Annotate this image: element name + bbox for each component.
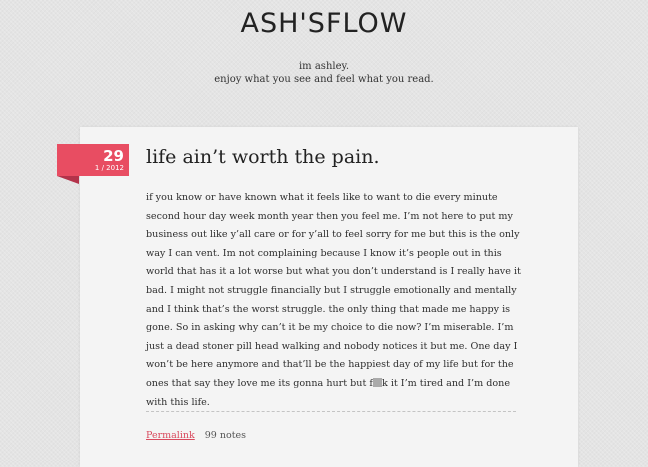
site-description [0,60,648,86]
post-divider [146,411,516,412]
tagline-line-1: im ashley. [298,61,349,72]
date-badge[interactable] [57,144,129,176]
post-body-text: if you know or have known what it feels like to want to die every minute second hour day week month year then you feel me. I’m not here to put my business out like y’all care or for y’all to feel sorry for me but this is the only way I can vent. Im not complaining because I know it’s people out in this world that has it a lot worse but what you don’t understand is I really have it bad. I might not struggle financially but I struggle emotionally and mentally and I think that’s the worst struggle. the only thing that made me happy is gone. So in asking why can’t it be my choice to die now? I’m miserable. I’m just a dead stoner pill head walking and nobody notices it but me. One day I won’t be here anymore and that’ll be the happiest day of my life but for the ones that say they love me its gonna hurt but f [146,192,521,389]
post-body [146,189,524,412]
date-day: 29 [103,147,124,165]
tagline-line-2: enjoy what you see and feel what you read. [214,74,434,85]
post-body-text-end: k it I’m tired and I’m done with this life. [146,377,511,408]
post-meta [146,430,246,441]
notes-count[interactable]: 99 notes [204,430,247,441]
censor-block [373,378,382,387]
date-month-year: 1 / 2012 [94,164,124,172]
site-title[interactable]: ASH'SFLOW [240,8,408,39]
post-title: life ain’t worth the pain. [146,146,380,168]
date-badge-fold [57,176,79,184]
permalink-link[interactable]: Permalink [146,430,195,441]
